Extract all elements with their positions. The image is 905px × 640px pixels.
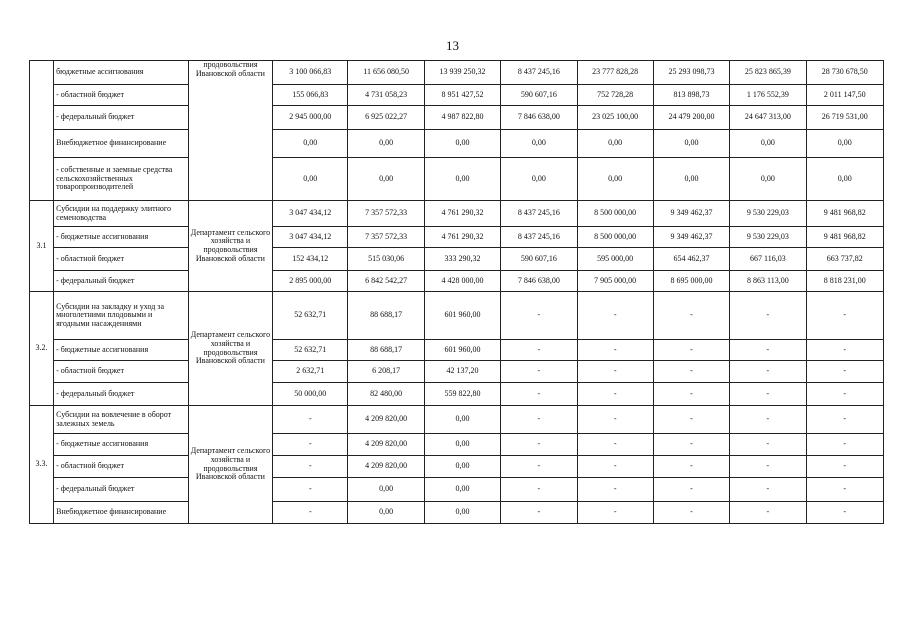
value-cell: 0,00 bbox=[501, 130, 577, 158]
row-label: бюджетные ассигнования bbox=[54, 61, 189, 85]
table-row bbox=[30, 227, 884, 248]
value-cell: 813 898,73 bbox=[653, 85, 729, 106]
value-cell: 0,00 bbox=[730, 158, 806, 201]
value-cell: 0,00 bbox=[653, 130, 729, 158]
row-label: - бюджетные ассигнования bbox=[54, 340, 189, 361]
row-label: - бюджетные ассигнования bbox=[54, 434, 189, 456]
value-cell: 559 822,80 bbox=[424, 383, 500, 406]
value-cell: 0,00 bbox=[730, 130, 806, 158]
value-cell: 26 719 531,00 bbox=[806, 106, 883, 130]
value-cell: - bbox=[577, 340, 653, 361]
value-cell: - bbox=[653, 406, 729, 434]
value-cell: 8 437 245,16 bbox=[501, 61, 577, 85]
table-row bbox=[30, 361, 884, 383]
row-label: Внебюджетное финансирование bbox=[54, 130, 189, 158]
value-cell: 2 945 000,00 bbox=[273, 106, 348, 130]
value-cell: - bbox=[806, 434, 883, 456]
row-label: - областной бюджет bbox=[54, 248, 189, 271]
value-cell: 88 688,17 bbox=[348, 292, 424, 340]
value-cell: - bbox=[806, 361, 883, 383]
value-cell: 52 632,71 bbox=[273, 340, 348, 361]
value-cell: 0,00 bbox=[424, 456, 500, 478]
value-cell: 11 656 080,50 bbox=[348, 61, 424, 85]
value-cell: 1 176 552,39 bbox=[730, 85, 806, 106]
value-cell: - bbox=[501, 502, 577, 524]
department-cell: Департамент сельского хозяйства и продовольствия Ивановской области bbox=[188, 201, 272, 292]
value-cell: 52 632,71 bbox=[273, 292, 348, 340]
value-cell: - bbox=[730, 502, 806, 524]
row-label: - собственные и заемные средства сельскохозяйственных товаропроизводителей bbox=[54, 158, 189, 201]
value-cell: 0,00 bbox=[424, 406, 500, 434]
row-label: Субсидии на закладку и уход за многолетними плодовыми и ягодными насаждениями bbox=[54, 292, 189, 340]
value-cell: 8 500 000,00 bbox=[577, 227, 653, 248]
value-cell: - bbox=[577, 361, 653, 383]
value-cell: 7 357 572,33 bbox=[348, 227, 424, 248]
row-label: - федеральный бюджет bbox=[54, 478, 189, 502]
value-cell: - bbox=[501, 456, 577, 478]
value-cell: 663 737,82 bbox=[806, 248, 883, 271]
value-cell: - bbox=[577, 456, 653, 478]
value-cell: - bbox=[653, 456, 729, 478]
value-cell: - bbox=[730, 434, 806, 456]
value-cell: 4 761 290,32 bbox=[424, 201, 500, 227]
value-cell: - bbox=[577, 406, 653, 434]
value-cell: 590 607,16 bbox=[501, 85, 577, 106]
value-cell: - bbox=[806, 340, 883, 361]
value-cell: - bbox=[577, 292, 653, 340]
table-row bbox=[30, 201, 884, 227]
value-cell: - bbox=[806, 478, 883, 502]
value-cell: 0,00 bbox=[424, 478, 500, 502]
value-cell: 7 357 572,33 bbox=[348, 201, 424, 227]
row-label: - федеральный бюджет bbox=[54, 106, 189, 130]
value-cell: - bbox=[730, 340, 806, 361]
row-label: Субсидии на вовлечение в оборот залежных земель bbox=[54, 406, 189, 434]
value-cell: 8 437 245,16 bbox=[501, 227, 577, 248]
value-cell: - bbox=[730, 456, 806, 478]
value-cell: 2 632,71 bbox=[273, 361, 348, 383]
value-cell: 595 000,00 bbox=[577, 248, 653, 271]
table-row bbox=[30, 434, 884, 456]
value-cell: - bbox=[653, 383, 729, 406]
value-cell: - bbox=[501, 340, 577, 361]
value-cell: - bbox=[653, 478, 729, 502]
value-cell: 9 530 229,03 bbox=[730, 201, 806, 227]
value-cell: 9 349 462,37 bbox=[653, 201, 729, 227]
value-cell: 4 209 820,00 bbox=[348, 456, 424, 478]
table-row bbox=[30, 478, 884, 502]
value-cell: 601 960,00 bbox=[424, 340, 500, 361]
value-cell: 13 939 250,32 bbox=[424, 61, 500, 85]
value-cell: 2 895 000,00 bbox=[273, 271, 348, 292]
value-cell: 6 842 542,27 bbox=[348, 271, 424, 292]
value-cell: 0,00 bbox=[348, 478, 424, 502]
row-label: - областной бюджет bbox=[54, 361, 189, 383]
value-cell: 8 951 427,52 bbox=[424, 85, 500, 106]
value-cell: - bbox=[501, 406, 577, 434]
value-cell: 0,00 bbox=[273, 158, 348, 201]
value-cell: 2 011 147,50 bbox=[806, 85, 883, 106]
table-row bbox=[30, 61, 884, 85]
table-row bbox=[30, 502, 884, 524]
value-cell: 0,00 bbox=[424, 158, 500, 201]
value-cell: - bbox=[653, 292, 729, 340]
value-cell: 0,00 bbox=[806, 130, 883, 158]
page-number: 13 bbox=[446, 38, 459, 53]
section-number: 3.3. bbox=[30, 406, 54, 524]
value-cell: - bbox=[730, 292, 806, 340]
value-cell: 23 025 100,00 bbox=[577, 106, 653, 130]
value-cell: 3 047 434,12 bbox=[273, 201, 348, 227]
value-cell: 152 434,12 bbox=[273, 248, 348, 271]
table-row bbox=[30, 456, 884, 478]
table-row bbox=[30, 158, 884, 201]
department-cell: Департамент сельского хозяйства и продовольствия Ивановской области bbox=[188, 406, 272, 524]
value-cell: 0,00 bbox=[806, 158, 883, 201]
value-cell: 4 761 290,32 bbox=[424, 227, 500, 248]
value-cell: 0,00 bbox=[348, 502, 424, 524]
value-cell: 4 209 820,00 bbox=[348, 434, 424, 456]
value-cell: - bbox=[273, 478, 348, 502]
row-label: - областной бюджет bbox=[54, 456, 189, 478]
value-cell: - bbox=[501, 292, 577, 340]
value-cell: 9 530 229,03 bbox=[730, 227, 806, 248]
value-cell: 0,00 bbox=[501, 158, 577, 201]
value-cell: - bbox=[653, 502, 729, 524]
value-cell: 7 905 000,00 bbox=[577, 271, 653, 292]
value-cell: 601 960,00 bbox=[424, 292, 500, 340]
row-label: - федеральный бюджет bbox=[54, 383, 189, 406]
table-row bbox=[30, 292, 884, 340]
value-cell: 4 987 822,80 bbox=[424, 106, 500, 130]
row-label: - бюджетные ассигнования bbox=[54, 227, 189, 248]
table-row bbox=[30, 106, 884, 130]
budget-table bbox=[29, 60, 884, 524]
row-label: - областной бюджет bbox=[54, 85, 189, 106]
value-cell: 6 925 022,27 bbox=[348, 106, 424, 130]
value-cell: 0,00 bbox=[348, 158, 424, 201]
value-cell: - bbox=[653, 434, 729, 456]
value-cell: 42 137,20 bbox=[424, 361, 500, 383]
section-number: 3.2. bbox=[30, 292, 54, 406]
value-cell: - bbox=[501, 361, 577, 383]
table-row bbox=[30, 340, 884, 361]
value-cell: 667 116,03 bbox=[730, 248, 806, 271]
value-cell: 8 818 231,00 bbox=[806, 271, 883, 292]
value-cell: - bbox=[730, 406, 806, 434]
value-cell: 82 480,00 bbox=[348, 383, 424, 406]
value-cell: - bbox=[273, 406, 348, 434]
value-cell: - bbox=[501, 383, 577, 406]
value-cell: - bbox=[806, 406, 883, 434]
value-cell: - bbox=[273, 434, 348, 456]
value-cell: 0,00 bbox=[424, 130, 500, 158]
value-cell: 4 428 000,00 bbox=[424, 271, 500, 292]
value-cell: - bbox=[273, 456, 348, 478]
value-cell: 333 290,32 bbox=[424, 248, 500, 271]
value-cell: - bbox=[577, 383, 653, 406]
table-row bbox=[30, 85, 884, 106]
value-cell: - bbox=[577, 502, 653, 524]
value-cell: 24 479 200,00 bbox=[653, 106, 729, 130]
value-cell: 4 731 058,23 bbox=[348, 85, 424, 106]
value-cell: 654 462,37 bbox=[653, 248, 729, 271]
value-cell: 8 437 245,16 bbox=[501, 201, 577, 227]
value-cell: 8 695 000,00 bbox=[653, 271, 729, 292]
value-cell: 0,00 bbox=[577, 158, 653, 201]
row-label: Субсидии на поддержку элитного семеноводства bbox=[54, 201, 189, 227]
value-cell: 0,00 bbox=[653, 158, 729, 201]
value-cell: - bbox=[653, 340, 729, 361]
section-number: 3.1 bbox=[30, 201, 54, 292]
value-cell: - bbox=[806, 292, 883, 340]
value-cell: 590 607,16 bbox=[501, 248, 577, 271]
department-cell: Департамент сельского хозяйства и продовольствия Ивановской области bbox=[188, 292, 272, 406]
value-cell: 25 823 865,39 bbox=[730, 61, 806, 85]
value-cell: - bbox=[730, 383, 806, 406]
row-label: - федеральный бюджет bbox=[54, 271, 189, 292]
value-cell: - bbox=[577, 434, 653, 456]
value-cell: 23 777 828,28 bbox=[577, 61, 653, 85]
value-cell: 4 209 820,00 bbox=[348, 406, 424, 434]
value-cell: 88 688,17 bbox=[348, 340, 424, 361]
value-cell: 24 647 313,00 bbox=[730, 106, 806, 130]
value-cell: 9 481 968,82 bbox=[806, 201, 883, 227]
value-cell: 8 500 000,00 bbox=[577, 201, 653, 227]
value-cell: - bbox=[273, 502, 348, 524]
value-cell: - bbox=[501, 478, 577, 502]
value-cell: - bbox=[653, 361, 729, 383]
value-cell: 0,00 bbox=[273, 130, 348, 158]
value-cell: - bbox=[501, 434, 577, 456]
value-cell: - bbox=[730, 361, 806, 383]
value-cell: 515 030,06 bbox=[348, 248, 424, 271]
department-cell: продовольствия Ивановской области bbox=[188, 61, 272, 201]
value-cell: 7 846 638,00 bbox=[501, 106, 577, 130]
value-cell: - bbox=[806, 456, 883, 478]
value-cell: - bbox=[806, 383, 883, 406]
value-cell: 3 047 434,12 bbox=[273, 227, 348, 248]
value-cell: 0,00 bbox=[577, 130, 653, 158]
value-cell: 0,00 bbox=[348, 130, 424, 158]
value-cell: 155 066,83 bbox=[273, 85, 348, 106]
value-cell: 8 863 113,00 bbox=[730, 271, 806, 292]
value-cell: 50 000,00 bbox=[273, 383, 348, 406]
value-cell: 0,00 bbox=[424, 434, 500, 456]
value-cell: - bbox=[577, 478, 653, 502]
section-number bbox=[30, 61, 54, 201]
table-row bbox=[30, 406, 884, 434]
value-cell: 7 846 638,00 bbox=[501, 271, 577, 292]
value-cell: 6 208,17 bbox=[348, 361, 424, 383]
table-row bbox=[30, 383, 884, 406]
value-cell: - bbox=[730, 478, 806, 502]
table-row bbox=[30, 271, 884, 292]
value-cell: 28 730 678,50 bbox=[806, 61, 883, 85]
value-cell: 0,00 bbox=[424, 502, 500, 524]
value-cell: 9 481 968,82 bbox=[806, 227, 883, 248]
value-cell: 3 100 066,83 bbox=[273, 61, 348, 85]
value-cell: - bbox=[806, 502, 883, 524]
row-label: Внебюджетное финансирование bbox=[54, 502, 189, 524]
value-cell: 9 349 462,37 bbox=[653, 227, 729, 248]
table-row bbox=[30, 130, 884, 158]
table-row bbox=[30, 248, 884, 271]
value-cell: 25 293 098,73 bbox=[653, 61, 729, 85]
value-cell: 752 728,28 bbox=[577, 85, 653, 106]
